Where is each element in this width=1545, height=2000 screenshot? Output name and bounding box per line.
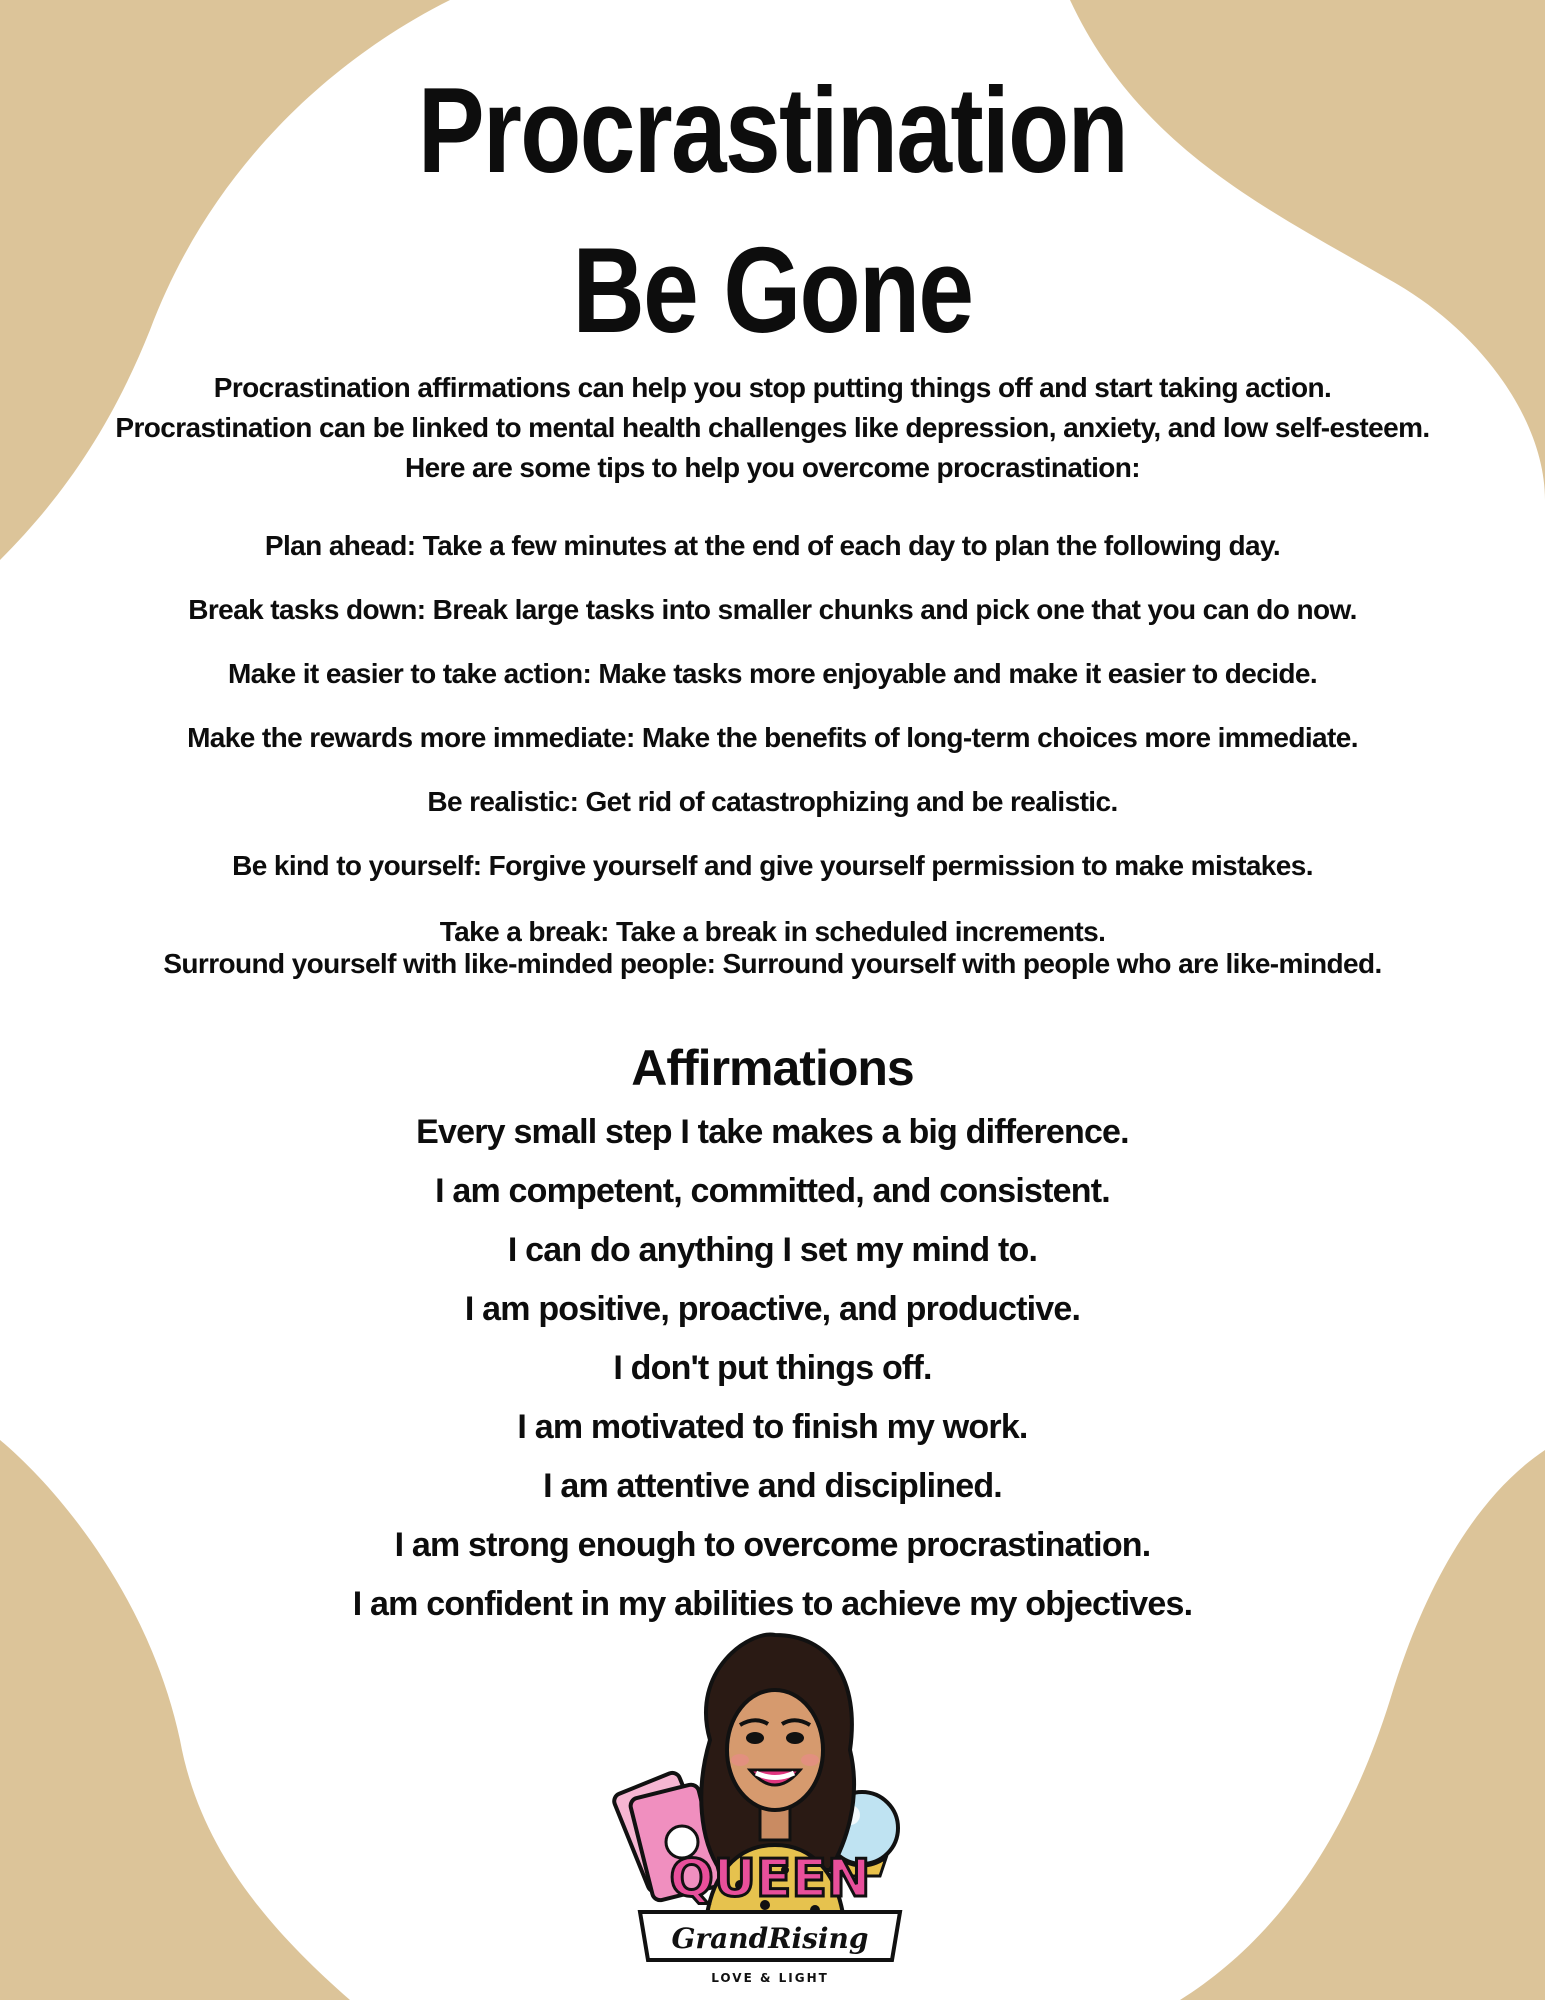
page-title-line-2: Be Gone [572, 222, 973, 358]
affirmations-heading: Affirmations [631, 1040, 914, 1096]
queen-grand-rising-logo [600, 1630, 940, 1990]
affirmation-item: I am positive, proactive, and productive. [464, 1290, 1081, 1328]
affirmation-item: Every small step I take makes a big difference. [416, 1113, 1129, 1151]
affirmation-item: I am confident in my abilities to achieve my objectives. [352, 1585, 1193, 1623]
logo-script: GrandRising [671, 1922, 869, 1955]
affirmation-item: I am motivated to finish my work. [517, 1408, 1028, 1446]
affirmation-item: I am competent, committed, and consistent. [435, 1172, 1110, 1210]
tip-break-tasks: Break tasks down: Break large tasks into smaller chunks and pick one that you can do now. [188, 594, 1357, 625]
tip-kind: Be kind to yourself: Forgive yourself and give yourself permission to make mistakes. [232, 850, 1313, 881]
tip-break: Take a break: Take a break in scheduled increments. [439, 916, 1106, 947]
affirmation-item: I am strong enough to overcome procrastination. [394, 1526, 1151, 1564]
logo-tagline: LOVE & LIGHT [711, 1971, 829, 1985]
tip-rewards: Make the rewards more immediate: Make the benefits of long-term choices more immediate. [187, 722, 1358, 753]
affirmation-item: I don't put things off. [613, 1349, 932, 1387]
logo-name: QUEEN [669, 1849, 871, 1909]
logo-banner [640, 1849, 900, 1985]
tip-plan-ahead: Plan ahead: Take a few minutes at the end of each day to plan the following day. [264, 530, 1281, 561]
affirmation-item: I am attentive and disciplined. [543, 1467, 1002, 1505]
page-title-line-1: Procrastination [417, 62, 1128, 198]
affirmation-item: I can do anything I set my mind to. [507, 1231, 1038, 1269]
tip-easier-action: Make it easier to take action: Make tasks more enjoyable and make it easier to decide. [227, 658, 1318, 689]
intro-paragraph: Procrastination affirmations can help you stop putting things off and start taking action. Procrastination can be linked to mental health challenges like depression, anxiety, and low self-esteem. Here are some tips to help you overcome procrastination: [115, 372, 1430, 483]
tip-surround: Surround yourself with like-minded people: Surround yourself with people who are like-minded. [163, 948, 1382, 979]
tip-realistic: Be realistic: Get rid of catastrophizing and be realistic. [427, 786, 1118, 817]
